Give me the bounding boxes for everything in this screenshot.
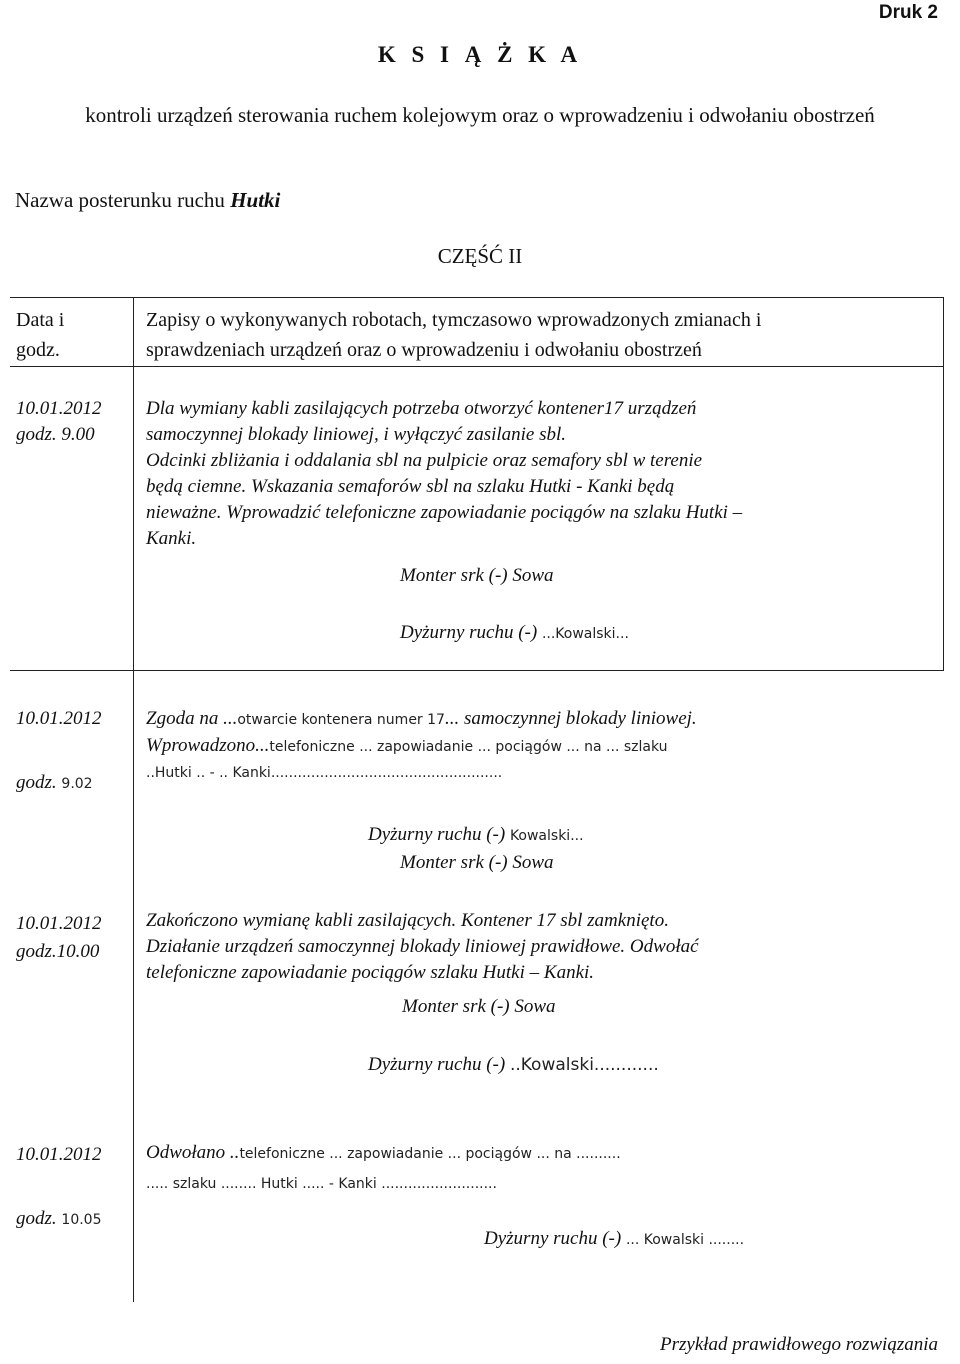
part-heading: CZĘŚĆ II [437, 244, 523, 268]
document-subtitle: kontroli urządzeń sterowania ruchem kolejowym oraz o wprowadzeniu i odwołaniu obostrzeń [85, 103, 875, 127]
entry-2-handwritten-2: telefoniczne ... zapowiadanie ... pociągów ... na ... szlaku [269, 739, 668, 755]
caption: Przykład prawidłowego rozwiązania [660, 1334, 938, 1355]
entry-2-handwritten-3: ..Hutki .. - .. Kanki.................................................... [146, 765, 503, 781]
entry-4-signature: ... Kowalski ........ [625, 1232, 745, 1248]
entry-1-datetime [16, 396, 102, 448]
entry-1-signature: ...Kowalski... [541, 626, 629, 642]
entry-2-date: 10.01.2012 [16, 708, 102, 729]
header-date-col: Data i godz. [16, 309, 65, 361]
entry-2-handwritten-1: otwarcie kontenera numer 17 [237, 712, 445, 728]
document-title: K S I Ą Ż K A [377, 42, 583, 67]
entry-4-text: Odwołano ..telefoniczne ... zapowiadanie ... pociągów ... na .......... ..... szlaku ........ Hutki ..... - Kanki .......................... [146, 1140, 936, 1197]
entry-3-text: Zakończono wymianę kabli zasilających. Kontener 17 sbl zamknięto. Działanie urządzeń samoczynnej blokady liniowej prawidłowe. Odwołać telefoniczne zapowiadanie pociągów szlaku Hutki – Kanki. [146, 910, 699, 983]
entry-1-time: godz. 9.00 [16, 424, 95, 445]
table-row-border [10, 670, 943, 671]
entry-2-time: godz. 9.02 [16, 772, 93, 793]
entry-3-date: 10.01.2012 [16, 913, 102, 934]
entry-2-text: Zgoda na ...otwarcie kontenera numer 17... samoczynnej blokady liniowej. Wprowadzono...telefoniczne ... zapowiadanie ... pociągów ... na ... szlaku ..Hutki .. - .. Kanki.................................................... [146, 706, 936, 786]
table-right-border [943, 297, 944, 671]
entry-3-dyzurny: Dyżurny ruchu (-) ..Kowalski............ [368, 1054, 659, 1075]
table-header-border [10, 366, 943, 367]
table-column-divider [133, 297, 134, 1302]
entry-4-handwritten-1: telefoniczne ... zapowiadanie ... pociągów ... na .......... [239, 1146, 621, 1162]
entry-2-dyzurny: Dyżurny ruchu (-) Kowalski... [368, 824, 584, 845]
post-name: Hutki [230, 188, 281, 212]
entry-3-monter: Monter srk (-) Sowa [402, 996, 556, 1017]
entry-4-handwritten-2: ..... szlaku ........ Hutki ..... - Kanki .......................... [146, 1176, 497, 1192]
entry-3-signature: ..Kowalski............ [509, 1055, 659, 1075]
entry-4-dyzurny: Dyżurny ruchu (-) ... Kowalski ........ [484, 1228, 745, 1249]
entry-4-time: godz. 10.05 [16, 1208, 102, 1229]
entry-1-date: 10.01.2012 [16, 398, 102, 419]
entry-1-dyzurny: Dyżurny ruchu (-) ...Kowalski... [400, 622, 629, 643]
post-label: Nazwa posterunku ruchu [15, 188, 225, 212]
corner-label: Druk 2 [878, 2, 938, 23]
entry-2-signature: Kowalski... [509, 828, 584, 844]
table-top-border [10, 297, 943, 298]
entry-3-time: godz.10.00 [16, 941, 100, 962]
entry-1-monter: Monter srk (-) Sowa [400, 565, 554, 586]
entry-3-datetime [16, 910, 102, 966]
post-line [15, 188, 280, 213]
entry-4-date: 10.01.2012 [16, 1144, 102, 1165]
header-record-col: Zapisy o wykonywanych robotach, tymczasowo wprowadzonych zmianach i sprawdzeniach urządzeń oraz o wprowadzeniu i odwołaniu obostrzeń [146, 309, 762, 361]
entry-1-text: Dla wymiany kabli zasilających potrzeba otworzyć kontener17 urządzeń samoczynnej blokady liniowej, i wyłączyć zasilanie sbl. Odcinki zbliżania i oddalania sbl na pulpicie oraz semafory sbl w terenie będą ciemne. Wskazania semaforów sbl na szlaku Hutki - Kanki będą nieważne. Wprowadzić telefoniczne zapowiadanie pociągów na szlaku Hutki – Kanki. [146, 398, 743, 549]
entry-2-monter: Monter srk (-) Sowa [400, 852, 554, 873]
